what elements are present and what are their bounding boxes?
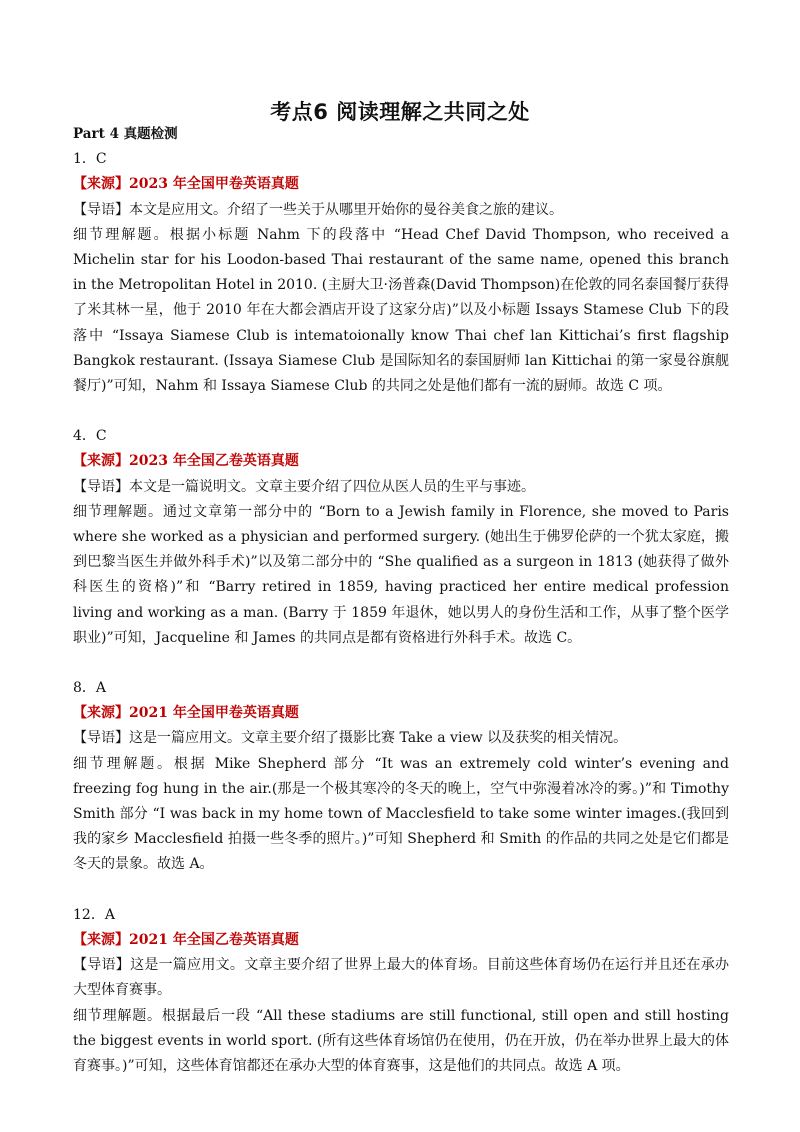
guide-line: 【导语】这是一篇应用文。文章主要介绍了摄影比赛 Take a view 以及获奖的相关情况。 [73, 730, 628, 747]
source-line: 【来源】2023 年全国甲卷英语真题 [73, 176, 299, 193]
guide-line: 【导语】本文是一篇说明文。文章主要介绍了四位从医人员的生平与事迹。 [73, 478, 535, 495]
answer-number: 4．C [73, 428, 107, 445]
answer-number: 1．C [73, 151, 107, 168]
source-line: 【来源】2021 年全国乙卷英语真题 [73, 931, 299, 948]
guide-line: 【导语】本文是应用文。介绍了一些关于从哪里开始你的曼谷美食之旅的建议。 [73, 201, 563, 218]
answer-section [73, 147, 729, 399]
answer-section [73, 676, 729, 878]
document-body [73, 122, 729, 1104]
answer-section [73, 903, 729, 1079]
part-heading: Part 4 真题检测 [73, 126, 178, 142]
answer-section [73, 424, 729, 651]
answer-number: 8．A [73, 680, 107, 697]
analysis-paragraph: 细节理解题。通过文章第一部分中的 “Born to a Jewish family in Florence, she moved to Paris where she worked as a physician and performed surgery. (她出生于佛罗伦萨的一个犹太家庭，搬到巴黎当医生并做外科手术)”以及第二部分中的 “She qualified as a surgeon in 1813 (她获得了做外科医生的资格)”和 “Barry retired in 1859, having practiced her entire medical profession living and working as a man. (Barry 于 1859 年退休，她以男人的身份生活和工作，从事了整个医学职业)”可知，Jacqueline 和 James 的共同点是都有资格进行外科手术。故选 C。 [73, 503, 729, 646]
analysis-paragraph: 细节理解题。根据 Mike Shepherd 部分 “It was an extremely cold winter’s evening and freezing fog hung in the air.(那是一个极其寒冷的冬天的晚上，空气中弥漫着冰冷的雾。)”和 Timothy Smith 部分 “I was back in my home town of Macclesfield to take some winter images.(我回到我的家乡 Macclesfield 拍摄一些冬季的照片。)”可知 Shepherd 和 Smith 的作品的共同之处是它们都是冬天的景象。故选 A。 [73, 755, 729, 873]
source-line: 【来源】2021 年全国甲卷英语真题 [73, 705, 299, 722]
analysis-paragraph: 细节理解题。根据小标题 Nahm 下的段落中 “Head Chef David Thompson, who received a Michelin star for his Loodon-based Thai restaurant of the same name, opened this branch in the Metropolitan Hotel in 2010. (主厨大卫·汤普森(David Thompson)在伦敦的同名泰国餐厅获得了米其林一星，他于 2010 年在大都会酒店开设了这家分店)”以及小标题 Issays Stamese Club 下的段落中 “Issaya Siamese Club is intematoionally know Thai chef lan Kittichai’s first flagship Bangkok restaurant. (Issaya Siamese Club 是国际知名的泰国厨师 lan Kittichai 的第一家曼谷旗舰餐厅)”可知，Nahm 和 Issaya Siamese Club 的共同之处是他们都有一流的厨师。故选 C 项。 [73, 226, 729, 395]
source-line: 【来源】2023 年全国乙卷英语真题 [73, 453, 299, 470]
analysis-paragraph: 细节理解题。根据最后一段 “All these stadiums are still functional, still open and still hosting the biggest events in world sport. (所有这些体育场馆仍在使用，仍在开放，仍在举办世界上最大的体育赛事。)”可知，这些体育馆都还在承办大型的体育赛事，这是他们的共同点。故选 A 项。 [73, 1007, 729, 1074]
answer-number: 12．A [73, 906, 115, 923]
page-title: 考点6 阅读理解之共同之处 [270, 100, 530, 124]
guide-line: 【导语】这是一篇应用文。文章主要介绍了世界上最大的体育场。目前这些体育场仍在运行并且还在承办大型体育赛事。 [73, 957, 729, 999]
